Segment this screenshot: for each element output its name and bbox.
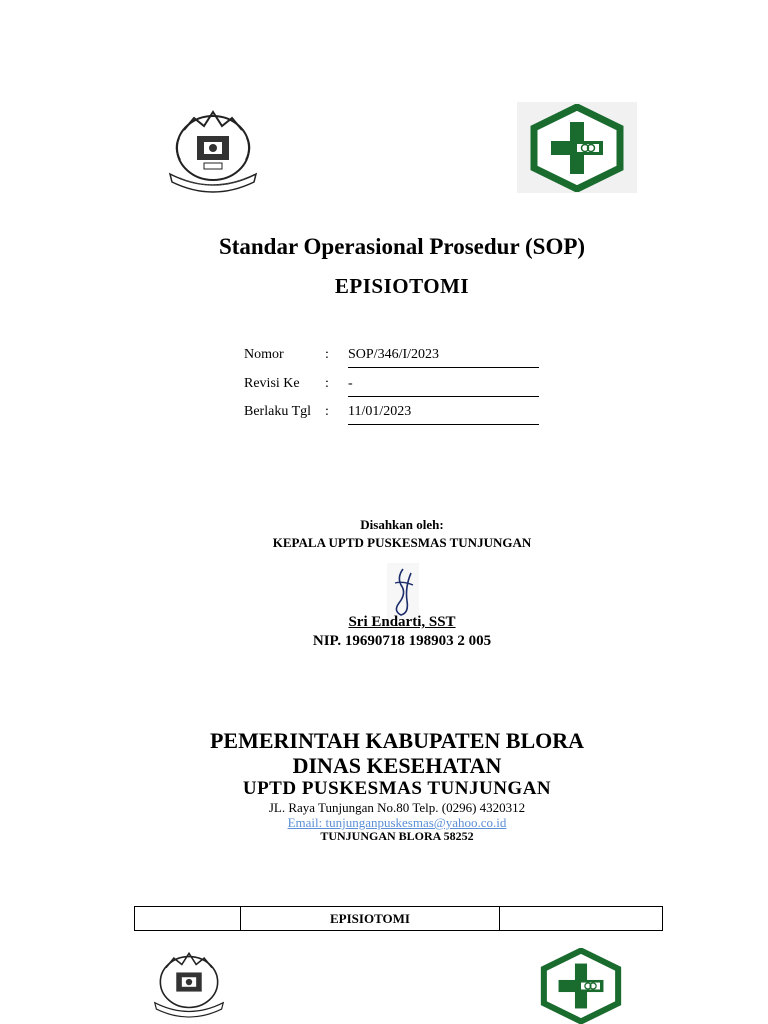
table-cell-left [135, 907, 241, 930]
signer-nip: NIP. 19690718 198903 2 005 [312, 633, 492, 649]
meta-colon: : [325, 347, 329, 362]
signature-icon [387, 563, 419, 619]
meta-label: Berlaku Tgl [244, 404, 312, 419]
approval-label: Disahkan oleh: [360, 517, 444, 532]
meta-row-berlaku [244, 404, 544, 428]
meta-value: 11/01/2023 [348, 404, 539, 425]
kemenkes-logo-icon [517, 102, 637, 193]
meta-colon: : [325, 404, 329, 419]
signer-name [0, 614, 768, 631]
approval-position: KEPALA UPTD PUSKESMAS TUNJUNGAN [272, 535, 532, 550]
document-subtitle: EPISIOTOMI [334, 274, 470, 298]
table-cell-title: EPISIOTOMI [241, 907, 500, 930]
kop-city: TUNJUNGAN BLORA 58252 [320, 829, 474, 843]
meta-value: - [348, 376, 539, 397]
meta-value: SOP/346/I/2023 [348, 347, 539, 368]
kabupaten-blora-emblem-icon [164, 108, 262, 198]
email-link[interactable]: Email: tunjunganpuskesmas@yahoo.co.id [287, 815, 507, 830]
document-table [134, 906, 663, 931]
kabupaten-blora-emblem-icon [150, 950, 228, 1022]
kop-address: JL. Raya Tunjungan No.80 Telp. (0296) 4320312 [268, 800, 526, 815]
meta-colon: : [325, 376, 329, 391]
kop-pemerintah: PEMERINTAH KABUPATEN BLORA [209, 728, 585, 753]
meta-row-revisi [244, 376, 544, 400]
table-cell-right [500, 907, 662, 930]
signer-name-text: Sri Endarti, SST [348, 614, 456, 630]
meta-label: Revisi Ke [244, 376, 300, 391]
kop-dinas: DINAS KESEHATAN [292, 753, 502, 778]
meta-row-nomor [244, 347, 544, 371]
kemenkes-logo-icon [533, 948, 628, 1024]
meta-label: Nomor [244, 347, 284, 362]
document-title: Standar Operasional Prosedur (SOP) [218, 234, 586, 259]
kop-uptd: UPTD PUSKESMAS TUNJUNGAN [242, 778, 552, 799]
